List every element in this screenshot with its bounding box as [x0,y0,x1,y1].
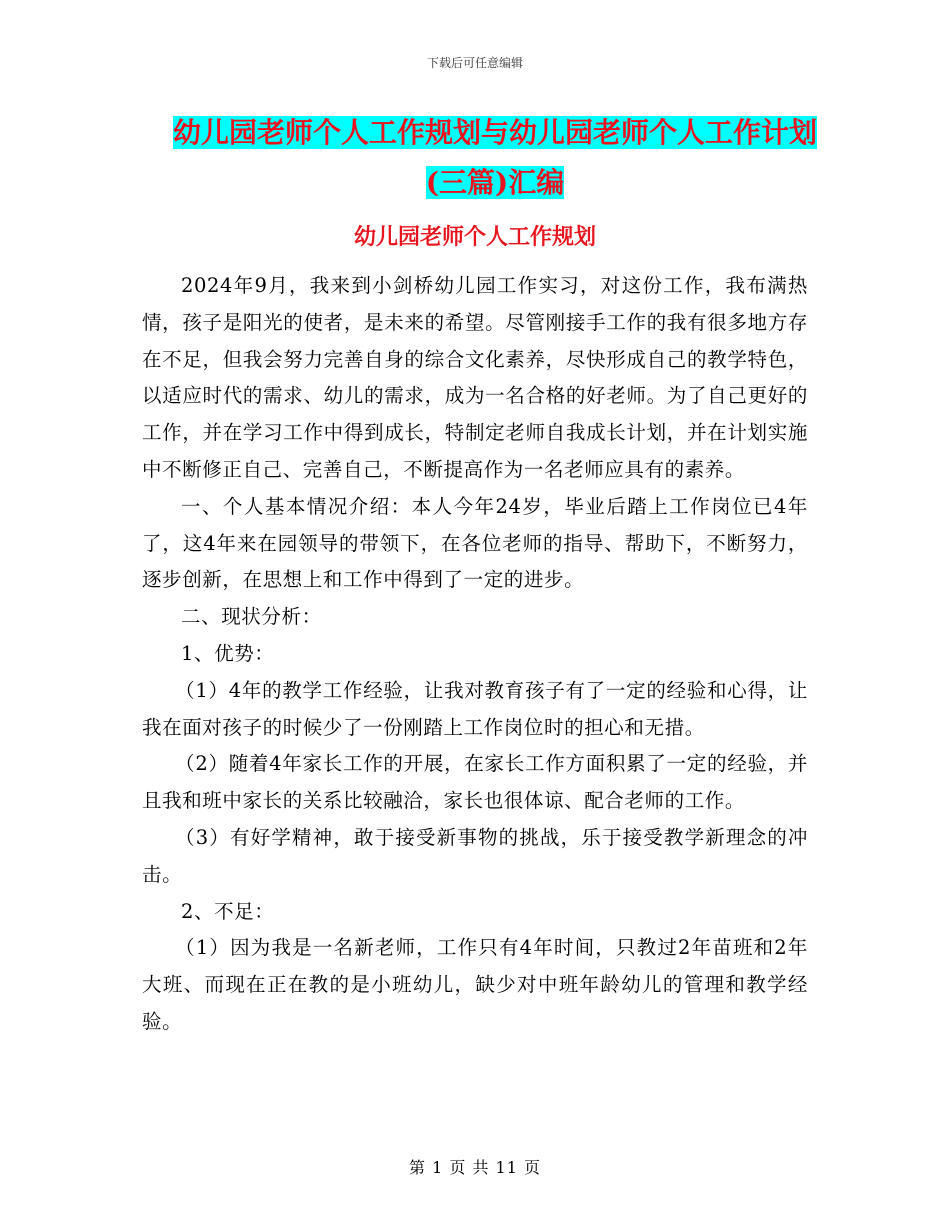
section-title: 幼儿园老师个人工作规划 [353,224,596,250]
header-note: 下载后可任意编辑 [426,56,523,70]
document-title [150,108,840,208]
heading-status-analysis: 二、现状分析： [181,605,322,629]
paragraph-basic-info: 一、个人基本情况介绍：本人今年24岁，毕业后踏上工作岗位已4年了，这4年来在园领导的带领下，在各位老师的指导、帮助下，不断努力，逐步创新，在思想上和工作中得到了一定的进步。 [142,494,808,592]
document-title-line-2: (三篇)汇编 [425,166,565,199]
paragraph-shortcoming-1: （1）因为我是一名新老师，工作只有4年时间，只教过2年苗班和2年大班、而现在正在教的是小班幼儿，缺少对中班年龄幼儿的管理和教学经验。 [142,936,808,1033]
document-body [142,268,808,1041]
paragraph-advantage-2: （2）随着4年家长工作的开展，在家长工作方面积累了一定的经验，并且我和班中家长的关系比较融洽，家长也很体谅、配合老师的工作。 [142,752,808,813]
heading-advantages: 1、优势： [181,641,275,665]
paragraph-advantage-3: （3）有好学精神，敢于接受新事物的挑战，乐于接受教学新理念的冲击。 [142,825,808,886]
paragraph-advantage-1: （1）4年的教学工作经验，让我对教育孩子有了一定的经验和心得，让我在面对孩子的时候少了一份刚踏上工作岗位时的担心和无措。 [142,678,808,739]
page-footer: 第 1 页 共 11 页 [409,1158,541,1177]
document-title-line-1: 幼儿园老师个人工作规划与幼儿园老师个人工作计划 [172,116,817,149]
heading-shortcomings: 2、不足： [181,899,275,923]
paragraph-intro: 2024年9月，我来到小剑桥幼儿园工作实习，对这份工作，我布满热情，孩子是阳光的使者，是未来的希望。尽管刚接手工作的我有很多地方存在不足，但我会努力完善自身的综合文化素养，尽快形成自己的教学特色，以适应时代的需求、幼儿的需求，成为一名合格的好老师。为了自己更好的工作，并在学习工作中得到成长，特制定老师自我成长计划，并在计划实施中不断修正自己、完善自己，不断提高作为一名老师应具有的素养。 [142,274,808,481]
